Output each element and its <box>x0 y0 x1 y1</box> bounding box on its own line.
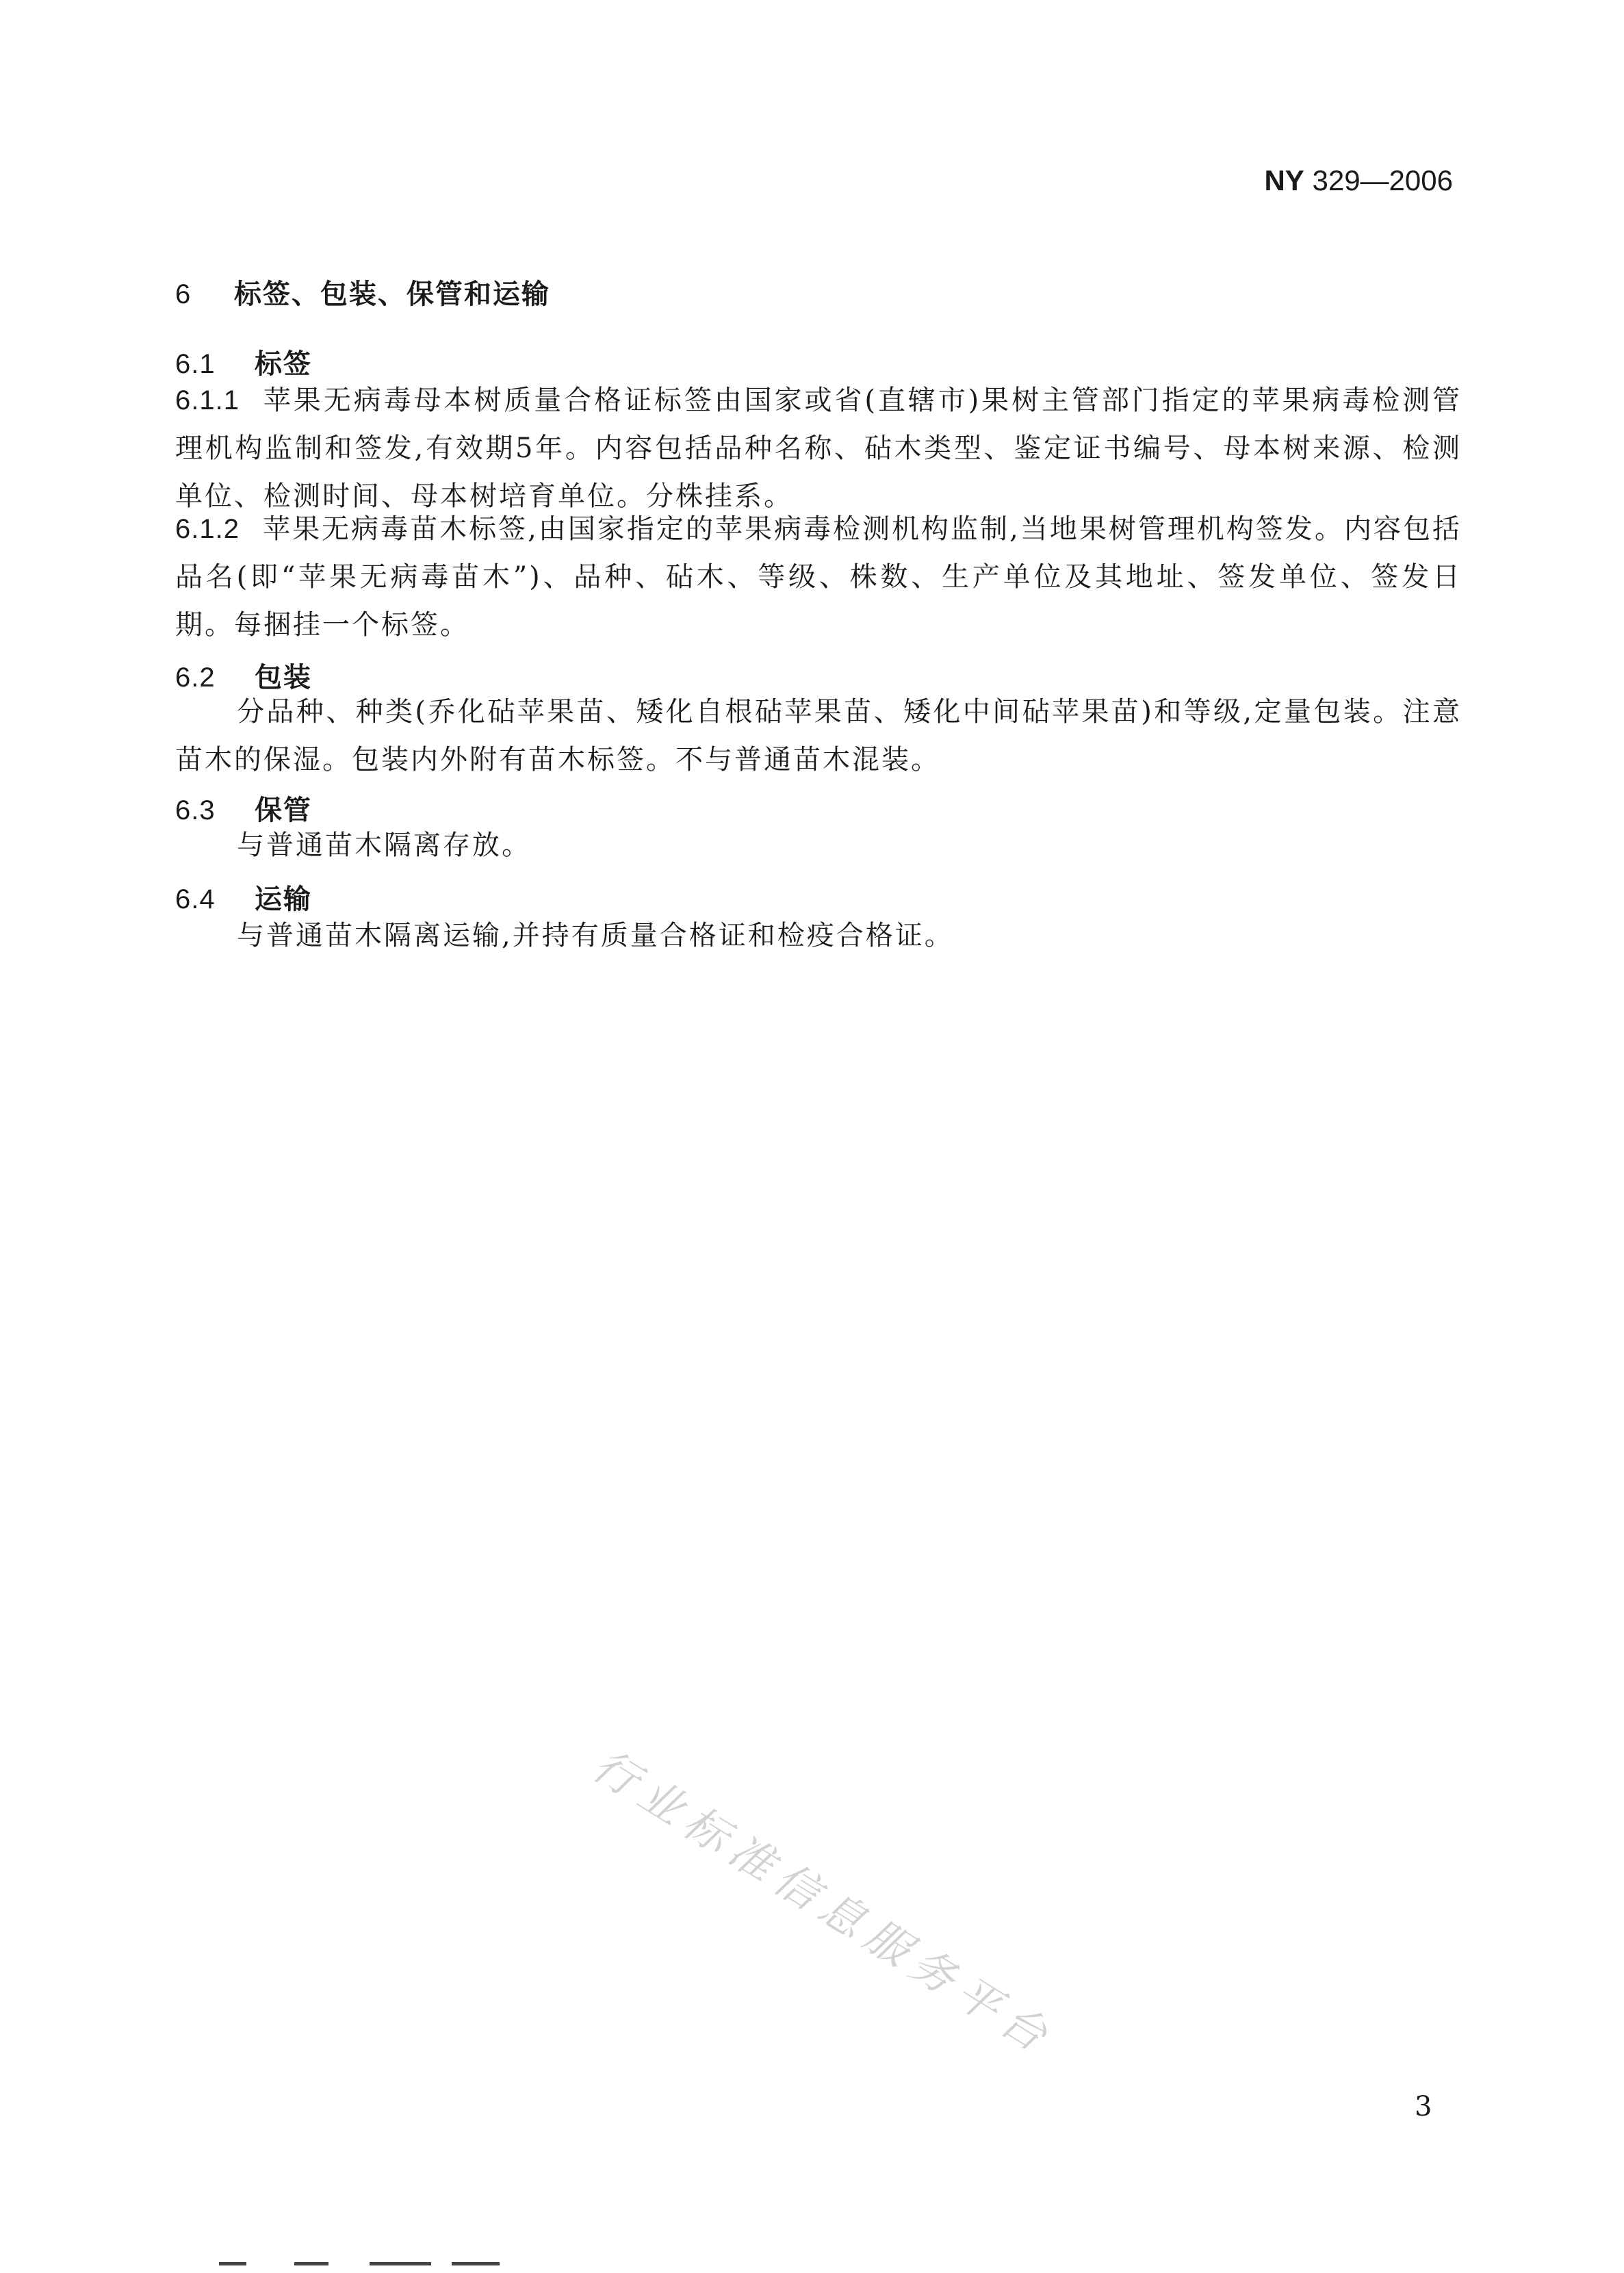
section-title: 包装 <box>254 662 312 693</box>
section-title: 运输 <box>254 884 312 915</box>
section-number: 6.1 <box>175 349 216 379</box>
clause-number: 6.1.2 <box>175 514 240 544</box>
section-6-4-text: 与普通苗木隔离运输,并持有质量合格证和检疫合格证。 <box>237 920 954 951</box>
clause-number: 6.1.1 <box>175 385 240 415</box>
section-6-2-text: 分品种、种类(乔化砧苹果苗、矮化自根砧苹果苗、矮化中间砧苹果苗)和等级,定量包装。注意苗木的保湿。包装内外附有苗木标签。不与普通苗木混装。 <box>175 696 1462 775</box>
section-6-3-text: 与普通苗木隔离存放。 <box>237 830 531 861</box>
section-6-1-heading <box>175 342 1462 381</box>
clause-6-1-2 <box>175 505 1462 649</box>
section-number: 6.4 <box>175 884 216 914</box>
clause-text: 苹果无病毒苗木标签,由国家指定的苹果病毒检测机构监制,当地果树管理机构签发。内容包括品名(即“苹果无病毒苗木”)、品种、砧木、等级、株数、生产单位及其地址、签发单位、签发日期。每捆挂一个标签。 <box>175 513 1462 641</box>
section-number: 6 <box>175 279 192 309</box>
clause-text: 苹果无病毒母本树质量合格证标签由国家或省(直辖市)果树主管部门指定的苹果病毒检测管理机构监制和签发,有效期5年。内容包括品种名称、砧木类型、鉴定证书编号、母本树来源、检测单位、检测时间、母本树培育单位。分株挂系。 <box>175 385 1462 512</box>
section-title: 标签、包装、保管和运输 <box>233 279 550 310</box>
page-number: 3 <box>1415 2091 1432 2122</box>
section-6-4-heading <box>175 877 1462 916</box>
footer-scan-marks <box>205 2262 753 2266</box>
section-number: 6.3 <box>175 795 216 825</box>
section-title: 标签 <box>254 348 312 380</box>
clause-6-1-1 <box>175 376 1462 520</box>
watermark: 行业标准信息服务平台 <box>583 1740 1064 2066</box>
section-6-heading <box>175 272 1462 311</box>
section-title: 保管 <box>254 795 312 826</box>
standard-code <box>1264 164 1453 197</box>
standard-code-number: 329—2006 <box>1312 164 1453 196</box>
standard-code-prefix: NY <box>1264 164 1304 196</box>
section-number: 6.2 <box>175 663 216 693</box>
